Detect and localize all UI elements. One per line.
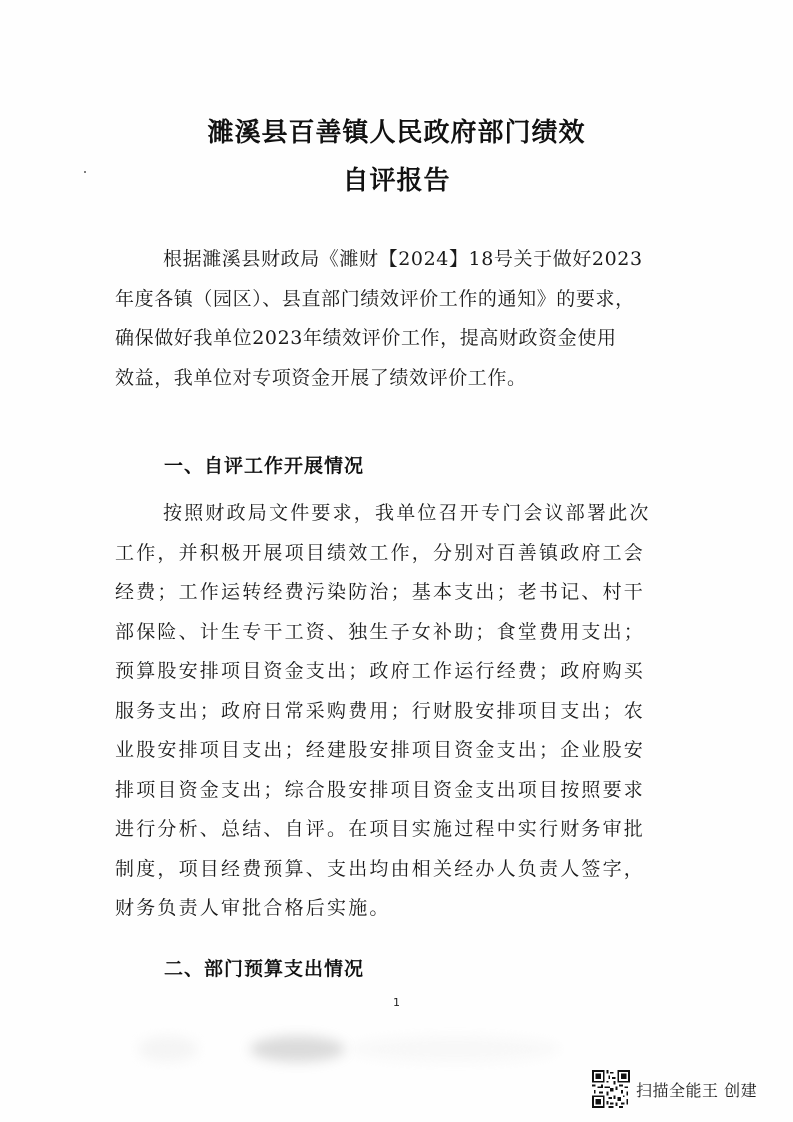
section1-line: 财务负责人审批合格后实施。 <box>115 897 391 919</box>
page-number: 1 <box>393 996 400 1009</box>
section1-line: 制度，项目经费预算、支出均由相关经办人负责人签字， <box>115 857 646 880</box>
section1-line: 按照财政局文件要求，我单位召开专门会议部署此次 <box>163 502 651 524</box>
document-title-line1: 濉溪县百善镇人民政府部门绩效 <box>207 118 586 148</box>
section1-line: 预算股安排项目资金支出；政府工作运行经费；政府购买 <box>115 660 646 682</box>
intro-line: 效益，我单位对专项资金开展了绩效评价工作。 <box>115 366 527 389</box>
scan-smudge <box>350 1036 560 1062</box>
section1-line: 服务支出；政府日常采购费用；行财股安排项目支出；农 <box>115 699 646 722</box>
qr-code-icon <box>592 1070 630 1108</box>
section2-heading: 二、部门预算支出情况 <box>164 958 365 980</box>
section1-line: 进行分析、总结、自评。在项目实施过程中实行财务审批 <box>115 818 646 840</box>
scanner-watermark <box>592 1070 757 1108</box>
watermark-text: 扫描全能王 创建 <box>636 1080 758 1100</box>
scan-smudge <box>138 1036 198 1062</box>
section1-line: 工作，并积极开展项目绩效工作，分别对百善镇政府工会 <box>115 541 646 564</box>
document-title-line2: 自评报告 <box>342 166 451 196</box>
section1-line: 业股安排项目支出；经建股安排项目资金支出；企业股安 <box>115 739 646 761</box>
section1-line: 排项目资金支出；综合股安排项目资金支出项目按照要求 <box>115 778 646 801</box>
scan-smudge <box>250 1036 345 1062</box>
section1-paragraph <box>115 494 675 929</box>
intro-line: 确保做好我单位2023年绩效评价工作，提高财政资金使用 <box>115 327 617 349</box>
section1-line: 部保险、计生专干工资、独生子女补助；食堂费用支出； <box>115 620 646 643</box>
section1-heading: 一、自评工作开展情况 <box>164 455 365 477</box>
intro-line: 年度各镇（园区）、县直部门绩效评价工作的通知》的要求， <box>115 287 635 310</box>
section1-line: 经费；工作运转经费污染防治；基本支出；老书记、村干 <box>115 581 646 603</box>
intro-paragraph <box>115 240 675 398</box>
intro-line: 根据濉溪县财政局《濉财【2024】18号关于做好2023 <box>163 248 643 270</box>
